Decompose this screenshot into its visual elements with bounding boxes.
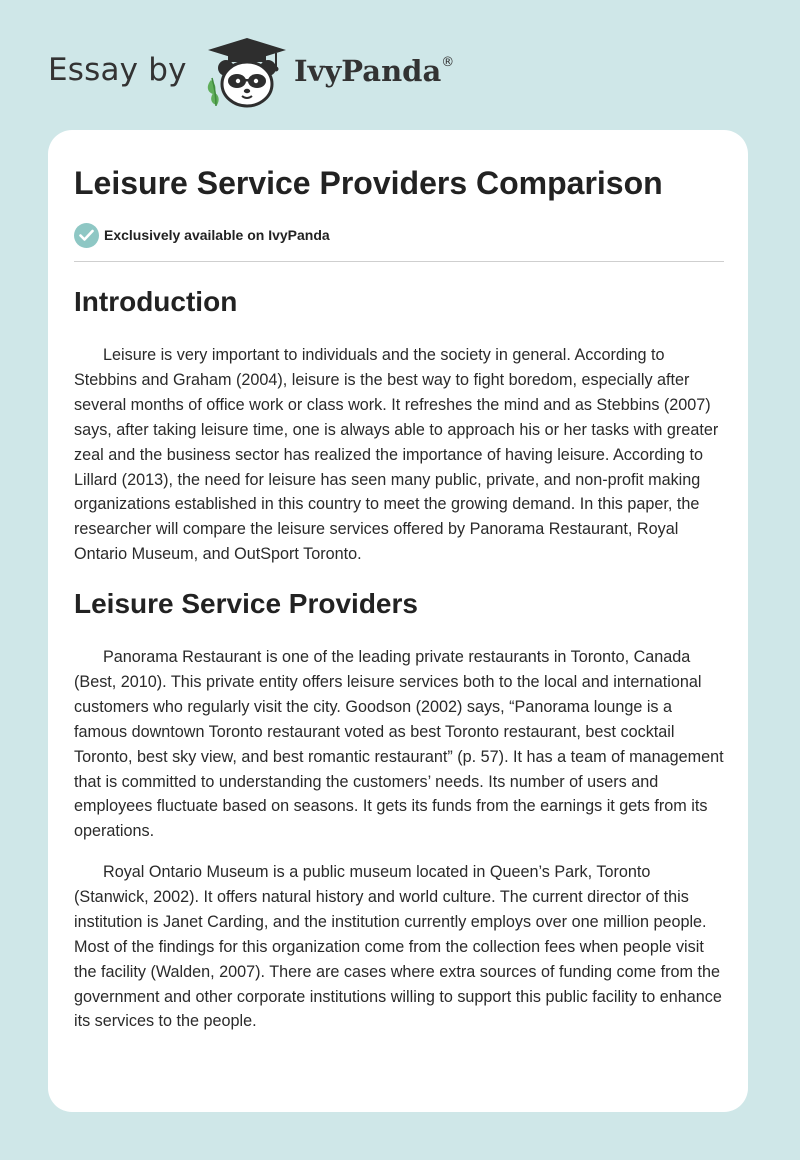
paragraph-panorama-restaurant: Panorama Restaurant is one of the leading private restaurants in Toronto, Canada (Best, 2010). This private entity offers leisure services both to the local and international customers who regularly visit the city. Goodson (2002) says, “Panorama lounge is a famous downtown Toronto restaurant voted as best Toronto restaurant, best cocktail Toronto, best sky view, and best romantic restaurant” (p. 57). It has a team of management that is committed to understanding the customers’ needs. Its number of users and employees fluctuate based on seasons. It gets its funds from the earnings it gets from its operations. bbox=[74, 648, 724, 841]
article-card bbox=[48, 130, 748, 1112]
panda-logo-icon[interactable] bbox=[202, 34, 292, 110]
essay-by-label: Essay by bbox=[48, 52, 187, 88]
check-icon bbox=[74, 223, 99, 248]
paragraph-royal-ontario-museum: Royal Ontario Museum is a public museum located in Queen’s Park, Toronto (Stanwick, 2002). It offers natural history and world culture. The current director of this institution is Janet Carding, and the institution currently employs over one million people. Most of the findings for this organization come from the collection fees when people visit the facility (Walden, 2007). There are cases where extra sources of funding come from the government and other corporate institutions willing to support this public facility to enhance its services to the people. bbox=[74, 863, 722, 1031]
section-heading-leisure-service-providers: Leisure Service Providers bbox=[74, 588, 418, 619]
brand-name[interactable] bbox=[294, 54, 454, 88]
badge-text: Exclusively available on IvyPanda bbox=[104, 227, 330, 243]
section-heading-introduction: Introduction bbox=[74, 286, 238, 317]
title-divider bbox=[74, 261, 724, 262]
exclusive-badge bbox=[74, 222, 330, 248]
paragraph-introduction: Leisure is very important to individuals and the society in general. According to Stebbins and Graham (2004), leisure is the best way to fight boredom, especially after several months of office work or class work. It refreshes the mind and as Stebbins (2007) says, after taking leisure time, one is always able to approach his or her tasks with greater zeal and the business sector has realized the importance of having leisure. According to Lillard (2013), the need for leisure has seen many public, private, and non-profit making organizations established in this country to meet the growing demand. In this paper, the researcher will compare the leisure services offered by Panorama Restaurant, Royal Ontario Museum, and OutSport Toronto. bbox=[74, 346, 719, 564]
article-title: Leisure Service Providers Comparison bbox=[74, 165, 663, 201]
site-header bbox=[48, 34, 748, 110]
brand-label: IvyPanda bbox=[294, 54, 442, 88]
registered-mark: ® bbox=[441, 55, 455, 71]
